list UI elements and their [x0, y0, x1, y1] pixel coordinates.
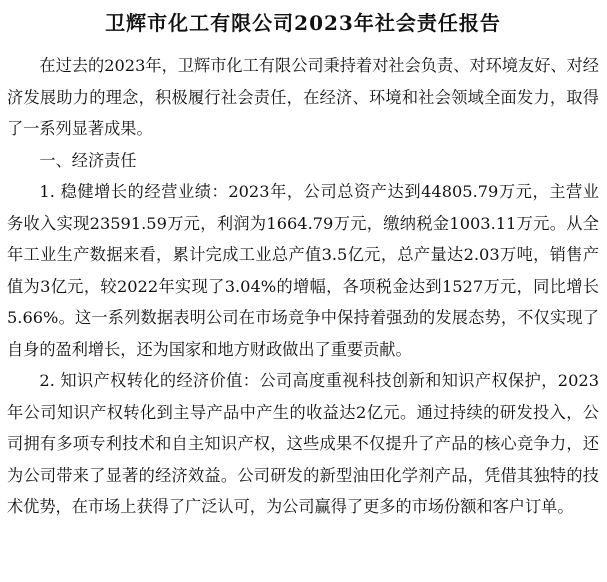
section-heading-economic: 一、经济责任 — [39, 150, 137, 170]
paragraph-ip-value: 2. 知识产权转化的经济价值：公司高度重视科技创新和知识产权保护，2023年公司知识产权转化到主导产品中产生的收益达2亿元。通过持续的研发投入，公司拥有多项专利技术和自主知识产权，这些成果不仅提升了产品的核心竞争力，还为公司带来了显著的经济效益。公司研发的新型油田化学剂产品，凭借其独特的技术优势，在市场上获得了广泛认可，为公司赢得了更多的市场份额和客户订单。 — [7, 371, 599, 516]
report-title: 卫辉市化工有限公司2023年社会责任报告 — [105, 11, 501, 35]
intro-paragraph: 在过去的2023年，卫辉市化工有限公司秉持着对社会负责、对环境友好、对经济发展助力的理念，积极履行社会责任，在经济、环境和社会领域全面发力，取得了一系列显著成果。 — [7, 56, 599, 138]
paragraph-operating-performance: 1. 稳健增长的经营业绩：2023年，公司总资产达到44805.79万元，主营业务收入实现23591.59万元，利润为1664.79万元，缴纳税金1003.11万元。从全年工业生产数据来看，累计完成工业总产值3.5亿元，总产量达2.03万吨，销售产值为3亿元，较2022年实现了3.04%的增幅，各项税金达到1527万元，同比增长5.66%。这一系列数据表明公司在市场竞争中保持着强劲的发展态势，不仅实现了自身的盈利增长，还为国家和地方财政做出了重要贡献。 — [7, 182, 599, 359]
